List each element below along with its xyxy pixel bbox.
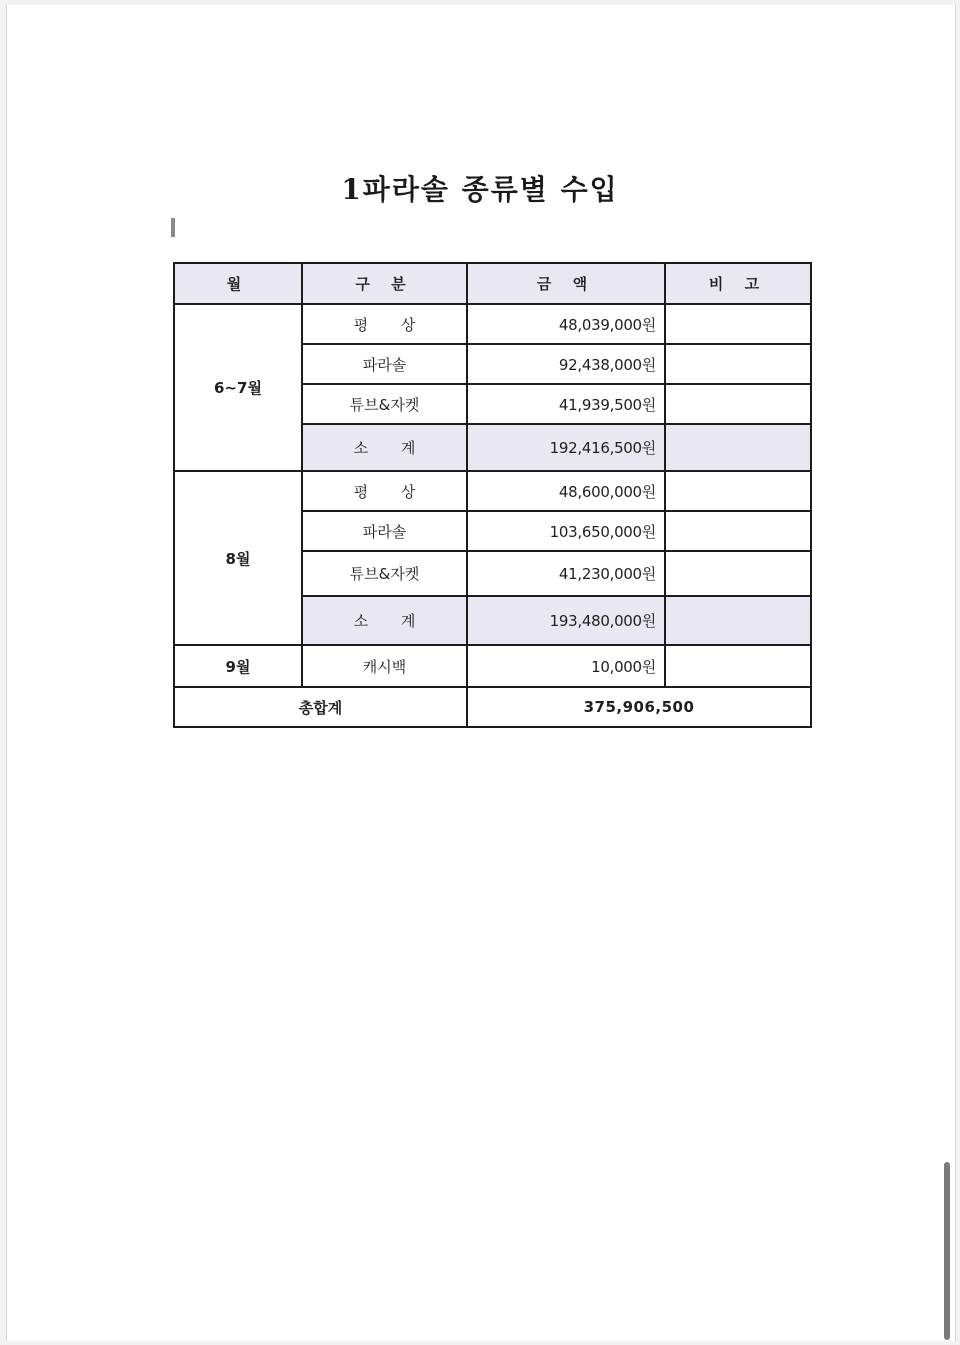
subtotal-label: 소 계 bbox=[302, 596, 467, 645]
amount-cell: 103,650,000원 bbox=[467, 511, 665, 551]
document-title: 1파라솔 종류별 수입 bbox=[341, 173, 619, 206]
note-cell bbox=[665, 645, 811, 687]
header-month: 월 bbox=[174, 263, 302, 304]
amount-cell: 92,438,000원 bbox=[467, 344, 665, 384]
category-cell: 튜브&자켓 bbox=[302, 384, 467, 424]
table-row bbox=[174, 471, 811, 511]
note-cell bbox=[665, 424, 811, 471]
subtotal-amount: 193,480,000원 bbox=[467, 596, 665, 645]
header-note: 비 고 bbox=[665, 263, 811, 304]
amount-cell: 10,000원 bbox=[467, 645, 665, 687]
subtotal-amount: 192,416,500원 bbox=[467, 424, 665, 471]
note-cell bbox=[665, 304, 811, 344]
month-cell: 6~7월 bbox=[174, 304, 302, 471]
header-category: 구 분 bbox=[302, 263, 467, 304]
note-cell bbox=[665, 384, 811, 424]
table-header-row bbox=[174, 263, 811, 304]
month-cell: 9월 bbox=[174, 645, 302, 687]
category-cell: 파라솔 bbox=[302, 344, 467, 384]
total-row bbox=[174, 687, 811, 727]
revenue-table bbox=[173, 262, 812, 728]
category-cell: 튜브&자켓 bbox=[302, 551, 467, 596]
table-row bbox=[174, 304, 811, 344]
category-cell: 캐시백 bbox=[302, 645, 467, 687]
note-cell bbox=[665, 471, 811, 511]
month-cell: 8월 bbox=[174, 471, 302, 645]
text-cursor bbox=[171, 218, 175, 237]
amount-cell: 41,939,500원 bbox=[467, 384, 665, 424]
total-amount: 375,906,500 bbox=[467, 687, 811, 727]
amount-cell: 41,230,000원 bbox=[467, 551, 665, 596]
note-cell bbox=[665, 344, 811, 384]
category-cell: 평 상 bbox=[302, 471, 467, 511]
amount-cell: 48,600,000원 bbox=[467, 471, 665, 511]
vertical-scrollbar[interactable] bbox=[944, 1162, 950, 1340]
subtotal-label: 소 계 bbox=[302, 424, 467, 471]
note-cell bbox=[665, 511, 811, 551]
amount-cell: 48,039,000원 bbox=[467, 304, 665, 344]
header-amount: 금 액 bbox=[467, 263, 665, 304]
category-cell: 평 상 bbox=[302, 304, 467, 344]
table-row bbox=[174, 645, 811, 687]
note-cell bbox=[665, 596, 811, 645]
category-cell: 파라솔 bbox=[302, 511, 467, 551]
note-cell bbox=[665, 551, 811, 596]
total-label: 총합계 bbox=[174, 687, 467, 727]
